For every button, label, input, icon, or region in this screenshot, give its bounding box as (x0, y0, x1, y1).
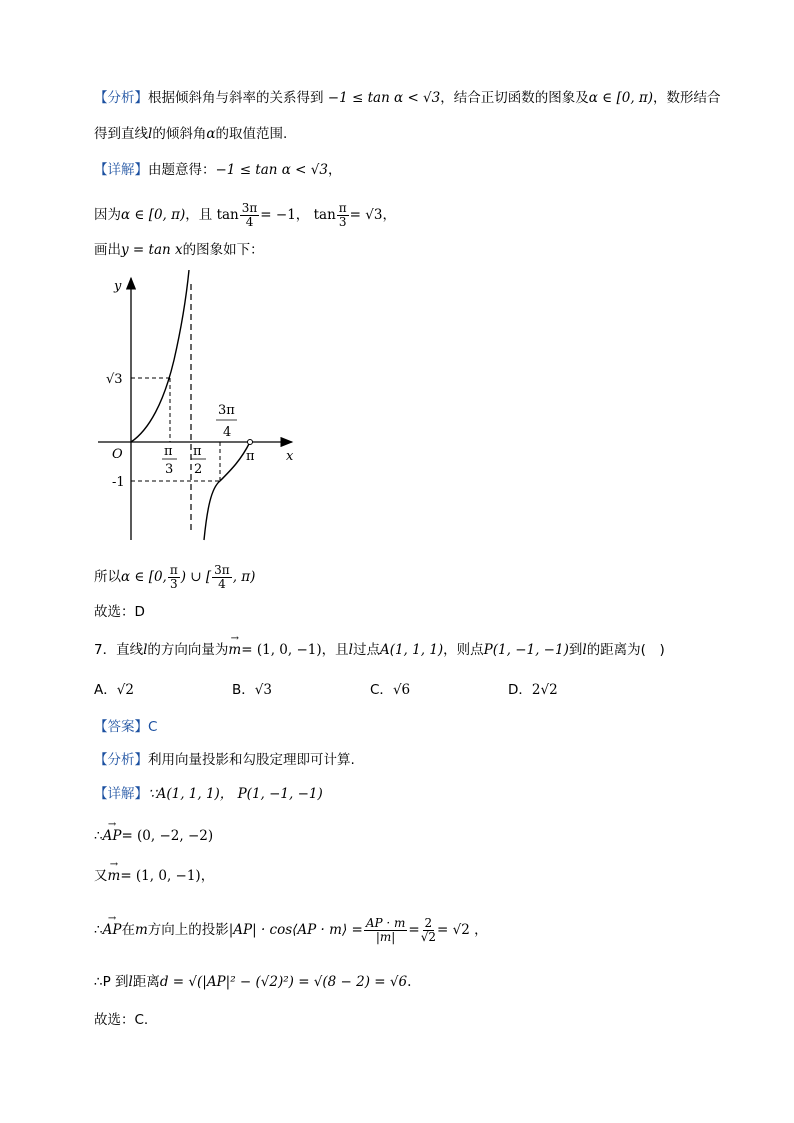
choice-c: 故选：C. (94, 1012, 149, 1028)
analysis-tag: 【分析】 (94, 90, 148, 106)
pi2-num: π (193, 444, 202, 459)
sqrt3-label: √3 (106, 372, 123, 387)
q7-detail-4: ∴→ AP在m方向上的投影|AP| · cos⟨AP · m⟩ = $\frac{AP \cdot m}{|m|}$ = $\frac{2}{√2}$ = √2 ， (94, 912, 488, 948)
analysis-line-2: 得到直线l的倾斜角α的取值范围. (94, 126, 288, 142)
detail-line-2: 因为α ∈ [0, π)，且 tan $\frac{3\pi}{4}$ = −1， tan $\frac{\pi}{3}$ = √3， (94, 201, 396, 229)
q7-analysis: 【分析】利用向量投影和勾股定理即可计算. (94, 752, 355, 768)
3pi4-num: 3π (218, 403, 235, 418)
analysis-line-1: 【分析】根据倾斜角与斜率的关系得到 −1 ≤ tan α < √3，结合正切函数的图象及α ∈ [0, π)，数形结合 (94, 90, 721, 106)
neg1-label: -1 (112, 475, 125, 490)
q7-options (94, 680, 714, 700)
q7-detail-2: ∴→ AP= (0, −2, −2) (94, 826, 213, 846)
tan-graph (94, 270, 314, 550)
origin-label: O (112, 447, 123, 462)
pi3-den: 3 (165, 462, 174, 477)
q7-detail-3: 又→ m= (1, 0, −1)， (94, 866, 214, 886)
tan-branch-right (204, 442, 250, 540)
detail-line-1: 【详解】由题意得：−1 ≤ tan α < √3， (94, 162, 342, 178)
pi3-num: π (164, 444, 173, 459)
3pi4-den: 4 (223, 425, 232, 440)
y-label: y (114, 279, 122, 294)
choice-d: 故选：D (94, 604, 145, 620)
pi-label: π (246, 449, 255, 464)
detail-line-3: 画出y = tan x的图象如下： (94, 242, 264, 258)
inequality: −1 ≤ tan α < √3 (327, 90, 441, 106)
option-c[interactable]: C．√6 (370, 682, 411, 698)
q7-answer: 【答案】C (94, 719, 158, 735)
option-a[interactable]: A．√2 (94, 682, 134, 698)
detail-tag: 【详解】 (94, 162, 148, 178)
tan-branch-left (131, 270, 189, 442)
open-point-pi (248, 440, 253, 445)
q7-stem: 7．直线l的方向向量为→ m= (1, 0, −1)，且l过点A(1, 1, 1)，则点P(1, −1, −1)到l的距离为( ) (94, 640, 665, 660)
q7-detail-5: ∴P 到l距离d = √(|AP|² − (√2)²) = √(8 − 2) = √6. (94, 974, 412, 990)
x-label: x (286, 449, 294, 464)
q7-detail-1: 【详解】∵A(1, 1, 1)， P(1, −1, −1) (94, 786, 323, 802)
result-line: 所以α ∈ [0, $\frac{\pi}{3}$ ) ∪ [ $\frac{3\pi}{4}$ , π) (94, 563, 256, 591)
option-d[interactable]: D．2√2 (508, 682, 558, 698)
option-b[interactable]: B．√3 (232, 682, 272, 698)
pi2-den: 2 (194, 462, 203, 477)
